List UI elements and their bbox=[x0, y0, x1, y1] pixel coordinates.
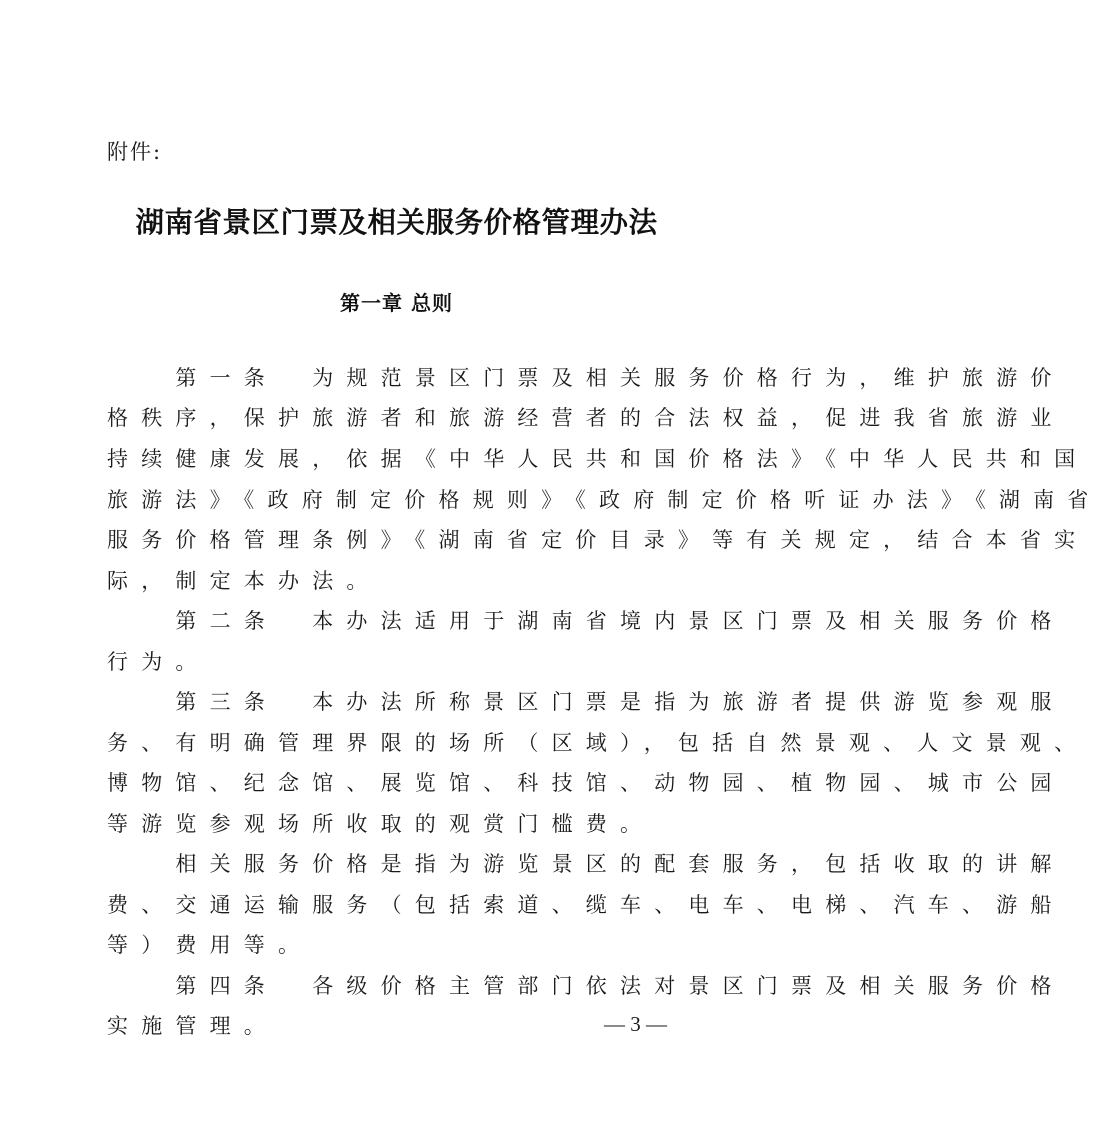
document-title: 湖南省景区门票及相关服务价格管理办法 bbox=[135, 205, 658, 239]
chapter-heading bbox=[0, 287, 793, 316]
body-line: 第一条 为规范景区门票及相关服务价格行为，维护旅游价 bbox=[107, 366, 1065, 390]
body-line: 博物馆、纪念馆、展览馆、科技馆、动物园、植物园、城市公园 bbox=[107, 771, 1065, 795]
body-line: 际，制定本办法。 bbox=[107, 569, 381, 593]
body-line: 等游览参观场所收取的观赏门槛费。 bbox=[107, 812, 655, 836]
body-line: 服务价格管理条例》《湖南省定价目录》等有关规定，结合本省实 bbox=[107, 528, 1089, 552]
body-line: 等）费用等。 bbox=[107, 933, 313, 957]
body-line: 旅游法》《政府制定价格规则》《政府制定价格听证办法》《湖南省 bbox=[107, 488, 1102, 512]
chapter-number: 第一章 bbox=[340, 291, 403, 315]
chapter-name: 总则 bbox=[411, 291, 453, 315]
body-line: 务、有明确管理界限的场所（区域），包括自然景观、人文景观、 bbox=[107, 731, 1089, 755]
body-line: 费、交通运输服务（包括索道、缆车、电车、电梯、汽车、游船 bbox=[107, 893, 1065, 917]
body-line: 第二条 本办法适用于湖南省境内景区门票及相关服务价格 bbox=[107, 609, 1065, 633]
body-line: 相关服务价格是指为游览景区的配套服务，包括收取的讲解 bbox=[107, 852, 1065, 876]
body-line: 实施管理。 bbox=[107, 1014, 278, 1038]
body-line: 持续健康发展，依据《中华人民共和国价格法》《中华人民共和国 bbox=[107, 447, 1089, 471]
body-line: 第三条 本办法所称景区门票是指为旅游者提供游览参观服 bbox=[107, 690, 1065, 714]
body-line: 第四条 各级价格主管部门依法对景区门票及相关服务价格 bbox=[107, 974, 1065, 998]
body-line: 行为。 bbox=[107, 650, 210, 674]
attachment-label: 附件: bbox=[107, 140, 163, 164]
body-line: 格秩序，保护旅游者和旅游经营者的合法权益，促进我省旅游业 bbox=[107, 406, 1065, 430]
page-number: — 3 — bbox=[604, 1012, 667, 1036]
